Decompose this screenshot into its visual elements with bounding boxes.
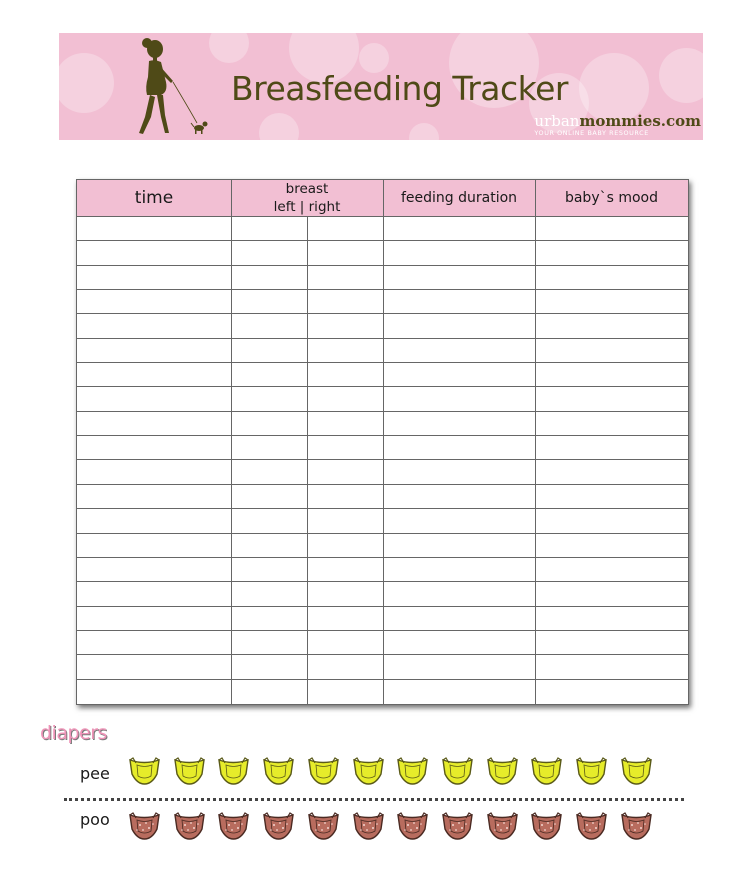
pee-diaper-icon[interactable]: [307, 756, 340, 786]
page-title: Breasfeeding Tracker: [231, 69, 568, 108]
brand-logo: [534, 113, 701, 137]
header-babys-mood: baby`s mood: [564, 190, 659, 206]
pee-diaper-icon[interactable]: [575, 756, 608, 786]
table-row: [77, 266, 688, 290]
poo-diaper-icon[interactable]: [575, 811, 608, 841]
poo-diaper-icon[interactable]: [173, 811, 206, 841]
table-row: [77, 290, 688, 314]
dotted-divider: [64, 798, 684, 801]
table-row: [77, 485, 688, 509]
brand-name-light: urban: [534, 112, 580, 130]
pee-diaper-icon[interactable]: [396, 756, 429, 786]
pee-diaper-icon[interactable]: [173, 756, 206, 786]
header-breast-label: breast: [285, 181, 329, 197]
table-row: [77, 655, 688, 679]
pee-diaper-icon[interactable]: [441, 756, 474, 786]
poo-diaper-icon[interactable]: [128, 811, 161, 841]
feeding-table: [76, 179, 689, 705]
pee-diaper-icon[interactable]: [530, 756, 563, 786]
pee-diaper-icon[interactable]: [262, 756, 295, 786]
table-row: [77, 241, 688, 265]
header-breast: [231, 180, 383, 216]
pee-diaper-icon[interactable]: [486, 756, 519, 786]
brand-tagline: YOUR ONLINE BABY RESOURCE: [534, 129, 649, 137]
table-row: [77, 534, 688, 558]
table-row: [77, 607, 688, 631]
table-row: [77, 680, 688, 703]
header-breast-sides: left | right: [273, 199, 341, 215]
poo-diaper-icon[interactable]: [620, 811, 653, 841]
table-row: [77, 314, 688, 338]
table-row: [77, 412, 688, 436]
header-feeding-duration: feeding duration: [400, 190, 518, 206]
table-row: [77, 387, 688, 411]
brand-name-bold: mommies.com: [579, 112, 701, 130]
table-row: [77, 582, 688, 606]
header-banner: [59, 33, 703, 140]
poo-diaper-icon[interactable]: [307, 811, 340, 841]
table-row: [77, 217, 688, 241]
diapers-title: diapers: [40, 722, 107, 744]
table-row: [77, 436, 688, 460]
poo-diaper-icon[interactable]: [262, 811, 295, 841]
table-row: [77, 363, 688, 387]
pee-diaper-icon[interactable]: [352, 756, 385, 786]
poo-diaper-icon[interactable]: [486, 811, 519, 841]
poo-diaper-icon[interactable]: [530, 811, 563, 841]
poo-diaper-icon[interactable]: [217, 811, 250, 841]
header-time: time: [134, 188, 174, 208]
pee-diaper-icon[interactable]: [128, 756, 161, 786]
table-row: [77, 631, 688, 655]
table-row: [77, 509, 688, 533]
poo-diaper-icon[interactable]: [441, 811, 474, 841]
poo-label: poo: [80, 810, 110, 829]
pee-label: pee: [80, 764, 110, 783]
pee-diaper-icon[interactable]: [217, 756, 250, 786]
table-row: [77, 339, 688, 363]
poo-diaper-icon[interactable]: [352, 811, 385, 841]
woman-walking-dog-icon: [133, 37, 213, 137]
pee-diaper-icon[interactable]: [620, 756, 653, 786]
poo-diaper-icon[interactable]: [396, 811, 429, 841]
table-row: [77, 461, 688, 485]
table-row: [77, 558, 688, 582]
